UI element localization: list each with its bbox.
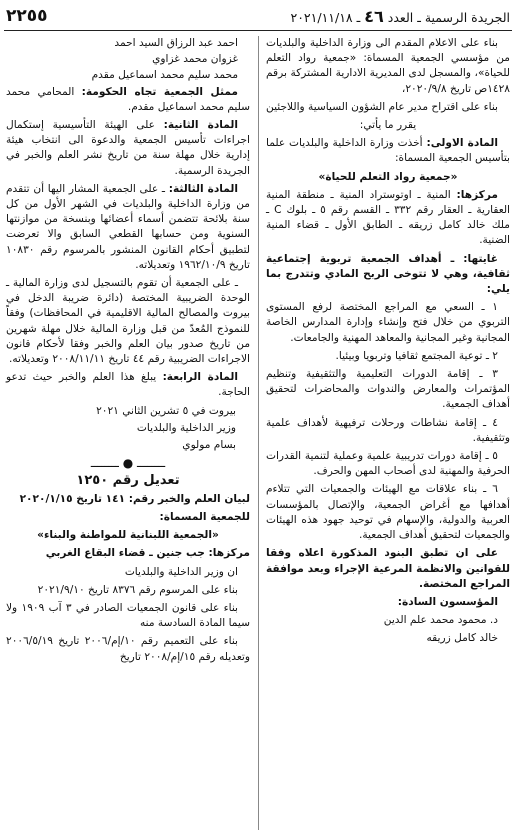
left-column: [6, 36, 250, 668]
founder-2: خالد كامل زريقه: [426, 632, 498, 645]
article-4-label: المادة الرابعة:: [162, 371, 238, 384]
article-2-text: على الهيئة التأسيسية إستكمال اجراءات تأسيس الجمعية والدعوة الى انتخاب هيئة إدارية خلال مهلة سنة من تاريخ نشر العلم والخبر في الجريدة الرسمية.: [6, 119, 250, 177]
headquarters-text: المنية ـ اوتوستراد المنية ـ منطقة المنية العقارية ـ العقار رقم ٣٣٢ ـ القسم رقم ٥ ـ بلوك C ـ ملك خالد كامل زريقه ـ الطابق الأول ـ قضاء المنية الضنية.: [266, 188, 510, 247]
representative-label: ممثل الجمعية تجاه الحكومة:: [81, 85, 238, 98]
amendment-line-1: ان وزير الداخلية والبلديات: [124, 565, 238, 578]
right-column: [266, 36, 510, 650]
headquarters: [266, 188, 510, 249]
amendment-headquarters: مركزها: جب جنين ـ قضاء البقاع الغربي: [45, 547, 250, 560]
representative-text: المحامي محمد سليم محمد اسماعيل مقدم.: [6, 85, 250, 113]
column-divider: [258, 36, 259, 830]
minister-name: بسام مولوي: [182, 439, 236, 452]
goal-5: ٥ ـ إقامة دورات تدريبية علمية وعملية لتنمية القدرات الحرفية والمهنية لدى أصحاب المهن والحرف.: [266, 450, 510, 478]
goal-6: ٦ ـ بناء علاقات مع الهيئات والجمعيات التي تتلاءم أهدافها مع أغراض الجمعية، والإتصال بالمؤسسات العربية والدولية، والإسهام في توحيد جهود هذه الهيئات والجمعيات لتحقيق أهداف الجمعية.: [266, 483, 510, 542]
government-representative: [6, 85, 250, 115]
article-3-b: ـ على الجمعية أن تقوم بالتسجيل لدى وزارة المالية ـ الوحدة الضريبية المختصة (دائرة ضريبة الدخل في بيروت والمصالح المالية الاقليمية في المحافظات) وفقاً للنموذج المُعدّ من قبل وزارة المالية خلال مهلة شهرين من تاريخ صدور بيان العلم والخبر وفقا لأحكام قانون الاجراءات الضريبية رقم ٤٤ تاريخ ٢٠٠٨/١١/١١ وتعديلاته.: [6, 277, 250, 366]
goal-2: ٢ ـ توعية المجتمع ثقافيا وتربويا وبيئيا.: [335, 349, 498, 362]
decision-heading: يقرر ما يأتي:: [359, 119, 417, 132]
goal-4: ٤ ـ إقامة نشاطات ورحلات ترفيهية لأهداف علمية وتثقيفية.: [266, 416, 510, 444]
article-1-text: أخذت وزارة الداخلية والبلديات علما بتأسيس الجمعية المسماة:: [266, 137, 510, 165]
preamble-2: بناء على اقتراح مدير عام الشؤون السياسية واللاجئين: [266, 100, 498, 113]
place-date: بيروت في ٥ تشرين الثاني ٢٠٢١: [96, 404, 236, 417]
amendment-subtitle: لبيان العلم والخبر رقم: ١٤١ تاريخ ٢٠٢٠/١/١٥: [19, 492, 250, 505]
article-3: [6, 182, 250, 273]
article-4: [6, 370, 250, 400]
page-header: [6, 4, 510, 28]
amendment-association: «الجمعية اللبنانية للمواطنة والبناء»: [37, 529, 219, 542]
goal-1: ١ ـ السعي مع المراجع المختصة لرفع المستوى التربوي من خلال فتح وإنشاء وإدارة المدارس الخاصة المجانية وغير المجانية والمعاهد المهنية والجامعات.: [266, 301, 510, 344]
goals-label: غايتها:: [463, 252, 498, 265]
amendment-title: تعديل رقم ١٢٥٠: [76, 473, 180, 489]
compliance-note: على ان تطبق البنود المذكورة اعلاه وفقا للقوانين والانظمة المرعية الإجراء وبعد موافقة المراجع المختصة.: [266, 547, 510, 590]
founder-3: احمد عبد الرزاق السيد احمد: [114, 37, 238, 49]
amendment-line-4: بناء على التعميم رقم ١٠/إم/٢٠٠٦ تاريخ ٢٠٠٦/٥/١٩ وتعديله رقم ١٥/إم/٢٠٠٨ تاريخ: [6, 635, 250, 663]
issue-date: ـ ٢٠٢١/١١/١٨: [290, 9, 361, 25]
goal-3: ٣ ـ إقامة الدورات التعليمية والتثقيفية وتنظيم المؤتمرات والمعارض والندوات والمحاضرات لتحقيق أهداف الجمعية.: [266, 368, 510, 411]
article-4-text: يبلغ هذا العلم والخبر حيث تدعو الحاجة.: [6, 371, 250, 399]
section-separator: ــــــــ ● ــــــــ: [90, 456, 166, 471]
founder-5: محمد سليم محمد اسماعيل مقدم: [91, 69, 238, 82]
article-1: [266, 136, 510, 166]
issue-number: ٤٦: [364, 6, 384, 26]
header-rule: [4, 30, 512, 31]
article-2-label: المادة الثانية:: [163, 119, 238, 132]
publication-title: الجريدة الرسمية ـ العدد: [387, 9, 510, 25]
goals-text: ـ أهداف الجمعية تربوية إجتماعية ثقافية، وهي لا تتوخى الربح المادي وتتدرج بما يلي:: [266, 252, 510, 296]
association-name: «جمعية رواد التعلم للحياة»: [318, 170, 458, 183]
publication-line: [291, 7, 511, 26]
amendment-line-3: بناء على قانون الجمعيات الصادر في ٣ آب ١٩٠٩ ولا سيما المادة السادسة منه: [6, 601, 250, 630]
article-3-label: المادة الثالثة:: [168, 182, 238, 195]
preamble-1: بناء على الاعلام المقدم الى وزارة الداخلية والبلديات من مؤسسي الجمعية المسماة: «جمعية رواد التعلم للحياة»، والمسجل لدى المديرية الادارية المشتركة برقم ١٤٢٨ص تاريخ ٢٠٢٠/٩/٨،: [266, 37, 510, 95]
article-3-text: ـ على الجمعية المشار اليها أن تتقدم من وزارة الداخلية والبلديات في الشهر الأول من كل سنة بلائحة تتضمن أسماء أعضائها وبنسخة من موازنتها السنوية ومن حسابها القطعي السابق والا تعرضت لتطبيق أحكام القانون المنشور بالمرسوم رقم ١٠٨٣٠ تاريخ ١٩٦٢/١٠/٩ وتعديلاته.: [6, 182, 250, 271]
signature-block: [6, 404, 250, 454]
amendment-for: للجمعية المسماة:: [159, 510, 250, 523]
founder-4: غزوان محمد غزاوي: [152, 53, 238, 66]
founder-1: د. محمود محمد علم الدين: [383, 614, 498, 627]
goals: [266, 252, 510, 298]
headquarters-label: مركزها:: [456, 188, 498, 201]
minister-title: وزير الداخلية والبلديات: [136, 421, 236, 434]
founders-continued: [6, 36, 250, 84]
article-1-label: المادة الاولى:: [426, 137, 499, 150]
page-number: ٢٢٥٥: [6, 6, 48, 26]
amendment-line-2: بناء على المرسوم رقم ٨٣٧٦ تاريخ ٢٠٢١/٩/١٠: [37, 583, 238, 596]
founders-label: المؤسسون السادة:: [397, 595, 498, 608]
article-2: [6, 118, 250, 179]
